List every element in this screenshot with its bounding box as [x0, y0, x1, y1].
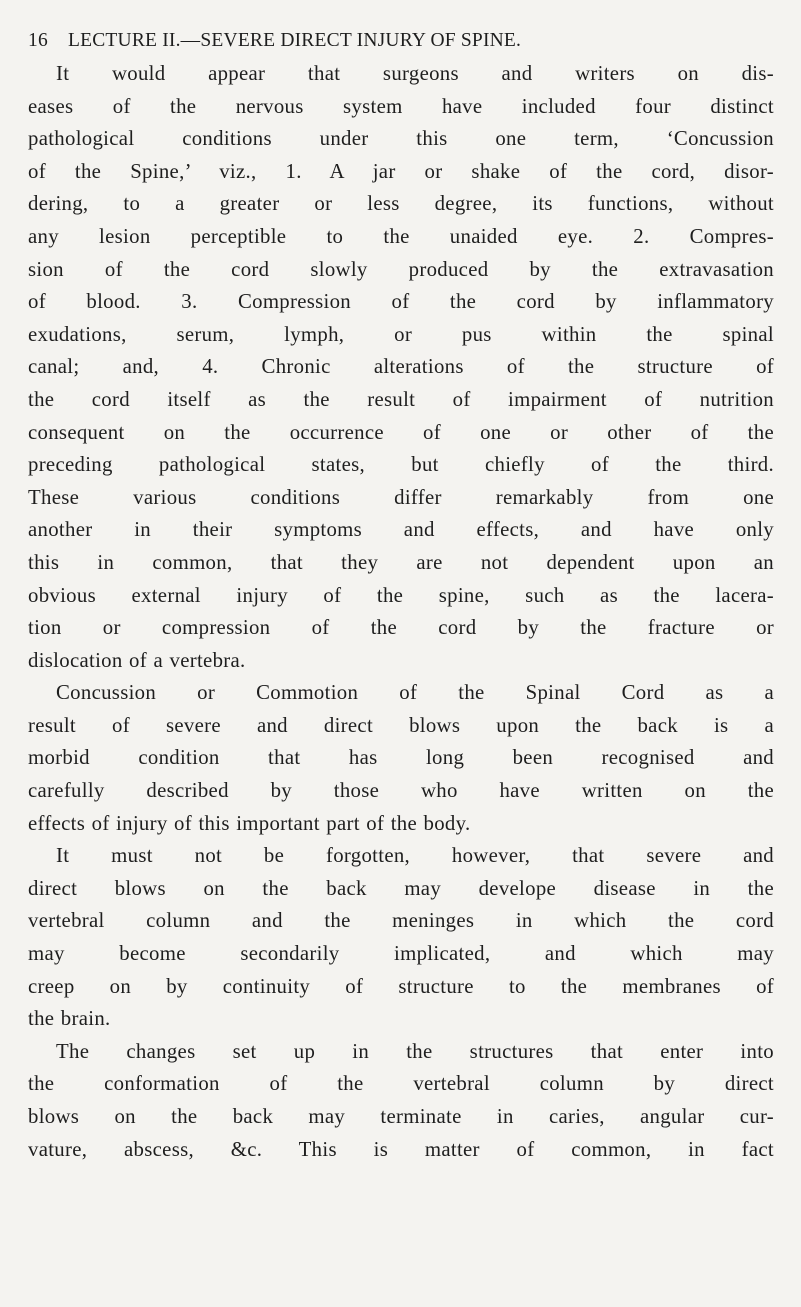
text-line: The changes set up in the structures that enter into — [56, 1039, 774, 1063]
text-line: carefully described by those who have written on the — [28, 779, 774, 803]
text-line: result of severe and direct blows upon the back is a — [28, 713, 774, 737]
text-line: dering, to a greater or less degree, its functions, without — [28, 192, 774, 216]
text-line: It would appear that surgeons and writers on dis- — [56, 62, 774, 85]
text-line: may become secondarily implicated, and which may — [28, 942, 774, 966]
text-line: this in common, that they are not dependent upon an — [28, 550, 774, 574]
text-line: It must not be forgotten, however, that severe and — [56, 844, 774, 868]
text-line: obvious external injury of the spine, such as the lacera- — [28, 583, 774, 607]
text-line: pathological conditions under this one term, ‘Concussion — [28, 127, 774, 151]
text-line: tion or compression of the cord by the fracture or — [28, 616, 774, 640]
text-line: another in their symptoms and effects, and have only — [28, 518, 774, 542]
text-line: vertebral column and the meninges in which the cord — [28, 909, 774, 933]
text-line: the cord itself as the result of impairment of nutrition — [28, 387, 774, 411]
text-line: of the Spine,’ viz., 1. A jar or shake of the cord, disor- — [28, 159, 774, 183]
text-line: preceding pathological states, but chiefly of the third. — [28, 453, 774, 477]
text-line: the brain. — [28, 1007, 111, 1031]
page-number: 16 — [28, 30, 48, 51]
running-header — [28, 30, 778, 52]
text-line: Concussion or Commotion of the Spinal Cord as a — [56, 681, 774, 705]
text-line: sion of the cord slowly produced by the extravasation — [28, 257, 774, 281]
text-line: canal; and, 4. Chronic alterations of the structure of — [28, 355, 774, 379]
text-line: morbid condition that has long been recognised and — [28, 746, 774, 770]
text-line: exudations, serum, lymph, or pus within the spinal — [28, 322, 774, 346]
text-line: of blood. 3. Compression of the cord by inflammatory — [28, 290, 774, 314]
text-line: creep on by continuity of structure to the membranes of — [28, 974, 774, 998]
text-line: consequent on the occurrence of one or other of the — [28, 420, 774, 444]
text-line: effects of injury of this important part of the body. — [28, 811, 471, 835]
body-text — [28, 58, 774, 1166]
running-title: LECTURE II.—SEVERE DIRECT INJURY OF SPINE. — [68, 30, 522, 51]
text-line: vature, abscess, &c. This is matter of common, in fact — [28, 1137, 774, 1161]
text-line: the conformation of the vertebral column by direct — [28, 1072, 774, 1096]
text-line: blows on the back may terminate in caries, angular cur- — [28, 1105, 774, 1128]
text-line: direct blows on the back may develope disease in the — [28, 876, 774, 900]
text-line: These various conditions differ remarkably from one — [28, 485, 774, 509]
text-line: any lesion perceptible to the unaided eye. 2. Compres- — [28, 224, 774, 248]
text-line: dislocation of a vertebra. — [28, 648, 246, 672]
text-line: eases of the nervous system have included four distinct — [28, 94, 774, 118]
